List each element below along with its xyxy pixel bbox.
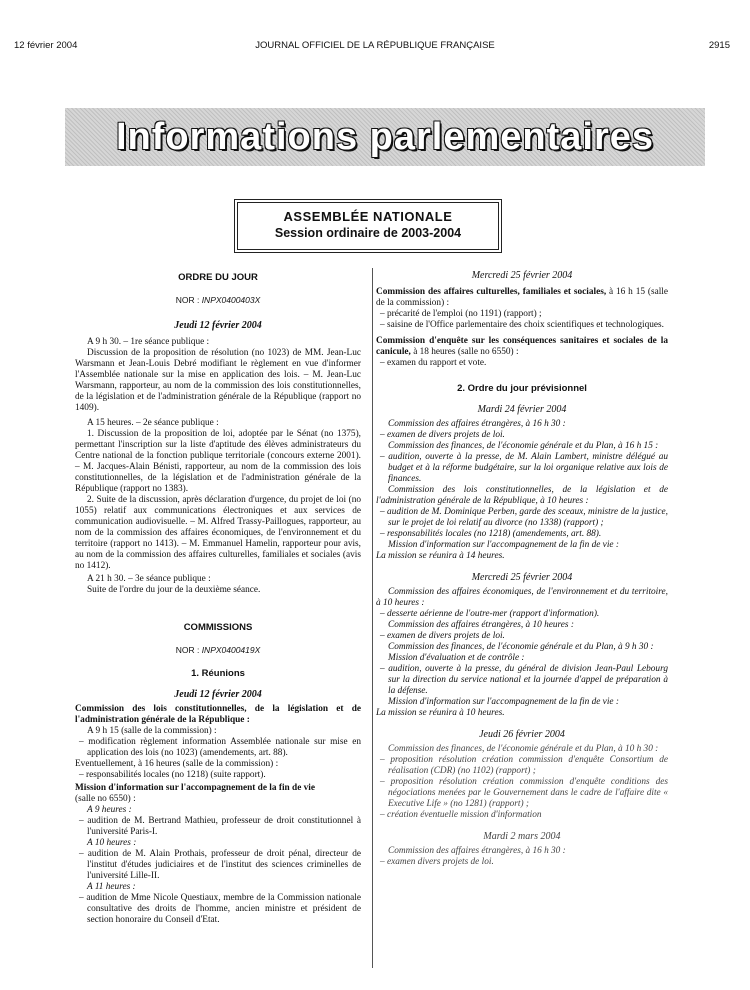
header-date: 12 février 2004 — [14, 40, 78, 51]
d3-item-a2: – proposition résolution création commission d'enquête conditions des négociations menées par le Gouvernement dans le cadre de l'affaire dite « Executive Life » (no 1281) (rapport) ; — [380, 777, 668, 809]
canicule-title: Commission d'enquête sur les conséquences sanitaires et sociales de la canicule, — [376, 336, 668, 357]
column-divider — [372, 268, 373, 968]
ordre-du-jour-heading: ORDRE DU JOUR — [178, 272, 258, 283]
day-heading-3: Jeudi 26 février 2004 — [479, 729, 565, 740]
d3-item-a1: – proposition résolution création commission d'enquête Consortium de réalisation (CDR) (no 1102) (rapport) ; — [380, 755, 668, 776]
sitting-2-item-1: 1. Discussion de la proposition de loi, adoptée par le Sénat (no 1375), permettant l'inscription sur la liste d'aptitude des élèves administrateurs du Centre national de la fonction publique territoriale (concours externe 2001). – M. Jacques-Alain Bénisti, rapporteur, au nom de la commission des lois constitutionnelles, de la législation et de l'administration générale de la République (rapport no 1383). — [75, 429, 361, 494]
d2-item-b1: – examen de divers projets de loi. — [380, 631, 505, 641]
canicule-commission — [376, 336, 668, 358]
d2-item-d1: – audition, ouverte à la presse, du général de division Jean-Paul Lebourg sur la direction du service national et la journée d'appel de préparation à la défense. — [380, 664, 668, 696]
header-page-number: 2915 — [708, 40, 730, 51]
nor-reference — [75, 295, 361, 306]
canicule-time: à 18 heures (salle no 6550) : — [413, 347, 519, 357]
commission-lois-item-2: – responsabilités locales (no 1218) (suite rapport). — [79, 770, 266, 780]
day-heading-1: Mardi 24 février 2004 — [477, 404, 567, 415]
canicule-item-1: – examen du rapport et vote. — [380, 358, 487, 368]
reunions-heading: 1. Réunions — [191, 668, 245, 679]
d1-item-c1: – audition de M. Dominique Perben, garde des sceaux, ministre de la justice, sur le projet de loi relatif au divorce (no 1338) (rapport) ; — [380, 507, 668, 528]
assembly-name: ASSEMBLÉE NATIONALE — [283, 209, 453, 224]
session-name: Session ordinaire de 2003-2004 — [274, 226, 462, 240]
d2-mission-fin-de-vie: Mission d'information sur l'accompagnement de la fin de vie : — [388, 697, 619, 707]
d1-commission-b: Commission des finances, de l'économie générale et du Plan, à 16 h 15 : — [388, 441, 659, 451]
d1-item-b1: – audition, ouverte à la presse, de M. Alain Lambert, ministre délégué au budget et à la réforme budgétaire, sur la loi organique relative aux lois de finances. — [380, 452, 668, 484]
sitting-2-time: A 15 heures. – 2e séance publique : — [87, 418, 219, 428]
mission-time-2: A 10 heures : — [87, 838, 137, 848]
sitting-3-text: Suite de l'ordre du jour de la deuxième séance. — [87, 585, 261, 595]
mission-time-3: A 11 heures : — [87, 882, 136, 892]
reunions-date: Jeudi 12 février 2004 — [174, 689, 262, 700]
nor-label-2: NOR : — [175, 645, 200, 655]
cult-item-2: – saisine de l'Office parlementaire des choix scientifiques et technologiques. — [380, 320, 664, 330]
sitting-2-item-2: 2. Suite de la discussion, après déclaration d'urgence, du projet de loi (no 1055) relatif aux communications électroniques et aux services de communication audiovisuelle. – M. Alfred Trassy-Paillogues, rapporteur, au nom de la commission des affaires économiques, de l'environnement et du territoire (rapport no 1413). – M. Emmanuel Hamelin, rapporteur pour avis, au nom de la commission des affaires culturelles, familiales et sociales (avis no 1412). — [75, 495, 361, 571]
commission-lois-time-2: Eventuellement, à 16 heures (salle de la commission) : — [75, 759, 279, 769]
d2-mission-eval: Mission d'évaluation et de contrôle : — [388, 653, 525, 663]
right-column — [376, 270, 668, 868]
nor-reference-2 — [75, 645, 361, 656]
d2-item-a1: – desserte aérienne de l'outre-mer (rapport d'information). — [380, 609, 600, 619]
d3-item-a3: – création éventuelle mission d'information — [380, 810, 542, 820]
day-heading-2: Mercredi 25 février 2004 — [471, 572, 573, 583]
session-date: Jeudi 12 février 2004 — [174, 320, 262, 331]
sitting-1-time: A 9 h 30. – 1re séance publique : — [87, 337, 210, 347]
left-column — [75, 270, 361, 926]
header-journal-title: JOURNAL OFFICIEL DE LA RÉPUBLIQUE FRANÇAISE — [255, 40, 495, 51]
cult-item-1: – précarité de l'emploi (no 1191) (rapport) ; — [380, 309, 542, 319]
mission-item-1: – audition de M. Bertrand Mathieu, professeur de droit constitutionnel à l'université Paris-I. — [79, 816, 361, 837]
sitting-1-text: Discussion de la proposition de résolution (no 1023) de MM. Jean-Luc Warsmann et Jean-Louis Debré modifiant le règlement en vue d'informer l'Assemblée nationale sur la mise en application des lois. – M. Jean-Luc Warsmann, rapporteur, au nom de la commission des lois constitutionnelles, de la législation et de l'administration générale de la République (rapport no 1409). — [75, 348, 361, 413]
sitting-3-time: A 21 h 30. – 3e séance publique : — [87, 574, 211, 584]
d2-commission-b: Commission des affaires étrangères, à 10 heures : — [388, 620, 574, 630]
commission-lois-title: Commission des lois constitutionnelles, de la législation et de l'administration générale de la République : — [75, 704, 361, 725]
mission-time-1: A 9 heures : — [87, 805, 132, 815]
wednesday-heading: Mercredi 25 février 2004 — [471, 270, 573, 281]
cult-commission-time: à 16 h 15 (salle de la commission) : — [376, 287, 668, 308]
cult-commission-title: Commission des affaires culturelles, familiales et sociales, — [376, 287, 607, 297]
mission-item-3: – audition de Mme Nicole Questiaux, membre de la Commission nationale consultative des droits de l'homme, ancien ministre et président de section honoraire du Conseil d'Etat. — [79, 893, 361, 925]
d2-mission-note: La mission se réunira à 10 heures. — [376, 708, 505, 718]
cult-commission — [376, 287, 668, 309]
nor-code-2: INPX0400419X — [201, 645, 261, 655]
d1-mission: Mission d'information sur l'accompagnement de la fin de vie : — [388, 540, 619, 550]
d2-commission-a: Commission des affaires économiques, de l'environnement et du territoire, à 10 heures : — [376, 587, 668, 608]
mission-fin-de-vie-room: (salle no 6550) : — [75, 794, 136, 804]
ordre-previsionnel-heading: 2. Ordre du jour prévisionnel — [457, 383, 587, 394]
commission-lois-time: A 9 h 15 (salle de la commission) : — [87, 726, 217, 736]
mission-item-2: – audition de M. Alain Prothais, professeur de droit pénal, directeur de l'institut d'études judiciaires et de l'institut des sciences criminelles de l'université Lille-II. — [79, 849, 361, 881]
banner-title: Informations parlementaires — [115, 115, 655, 158]
section-banner — [65, 108, 705, 166]
d1-item-c2: – responsabilités locales (no 1218) (amendements, art. 88). — [380, 529, 602, 539]
d4-item-a1: – examen divers projets de loi. — [380, 857, 494, 867]
nor-label: NOR : — [175, 295, 200, 305]
mission-fin-de-vie-title: Mission d'information sur l'accompagnement de la fin de vie — [75, 783, 315, 793]
d1-item-a1: – examen de divers projets de loi. — [380, 430, 505, 440]
d2-commission-c: Commission des finances, de l'économie générale et du Plan, à 9 h 30 : — [388, 642, 654, 652]
day-heading-4: Mardi 2 mars 2004 — [483, 831, 561, 842]
d1-mission-note: La mission se réunira à 14 heures. — [376, 551, 505, 561]
commissions-heading: COMMISSIONS — [183, 622, 253, 633]
d1-commission-c: Commission des lois constitutionnelles, de la législation et de l'administration générale de la République, à 10 heures : — [376, 485, 668, 506]
nor-code: INPX0400403X — [201, 295, 261, 305]
d1-commission-a: Commission des affaires étrangères, à 16 h 30 : — [388, 419, 566, 429]
d4-commission-a: Commission des affaires étrangères, à 16 h 30 : — [388, 846, 566, 856]
commission-lois-item-1: – modification règlement information Assemblée nationale sur mise en application des lois (no 1023) (amendements, art. 88). — [79, 737, 361, 758]
d3-commission-a: Commission des finances, de l'économie générale et du Plan, à 10 h 30 : — [388, 744, 659, 754]
assembly-box — [237, 202, 499, 250]
